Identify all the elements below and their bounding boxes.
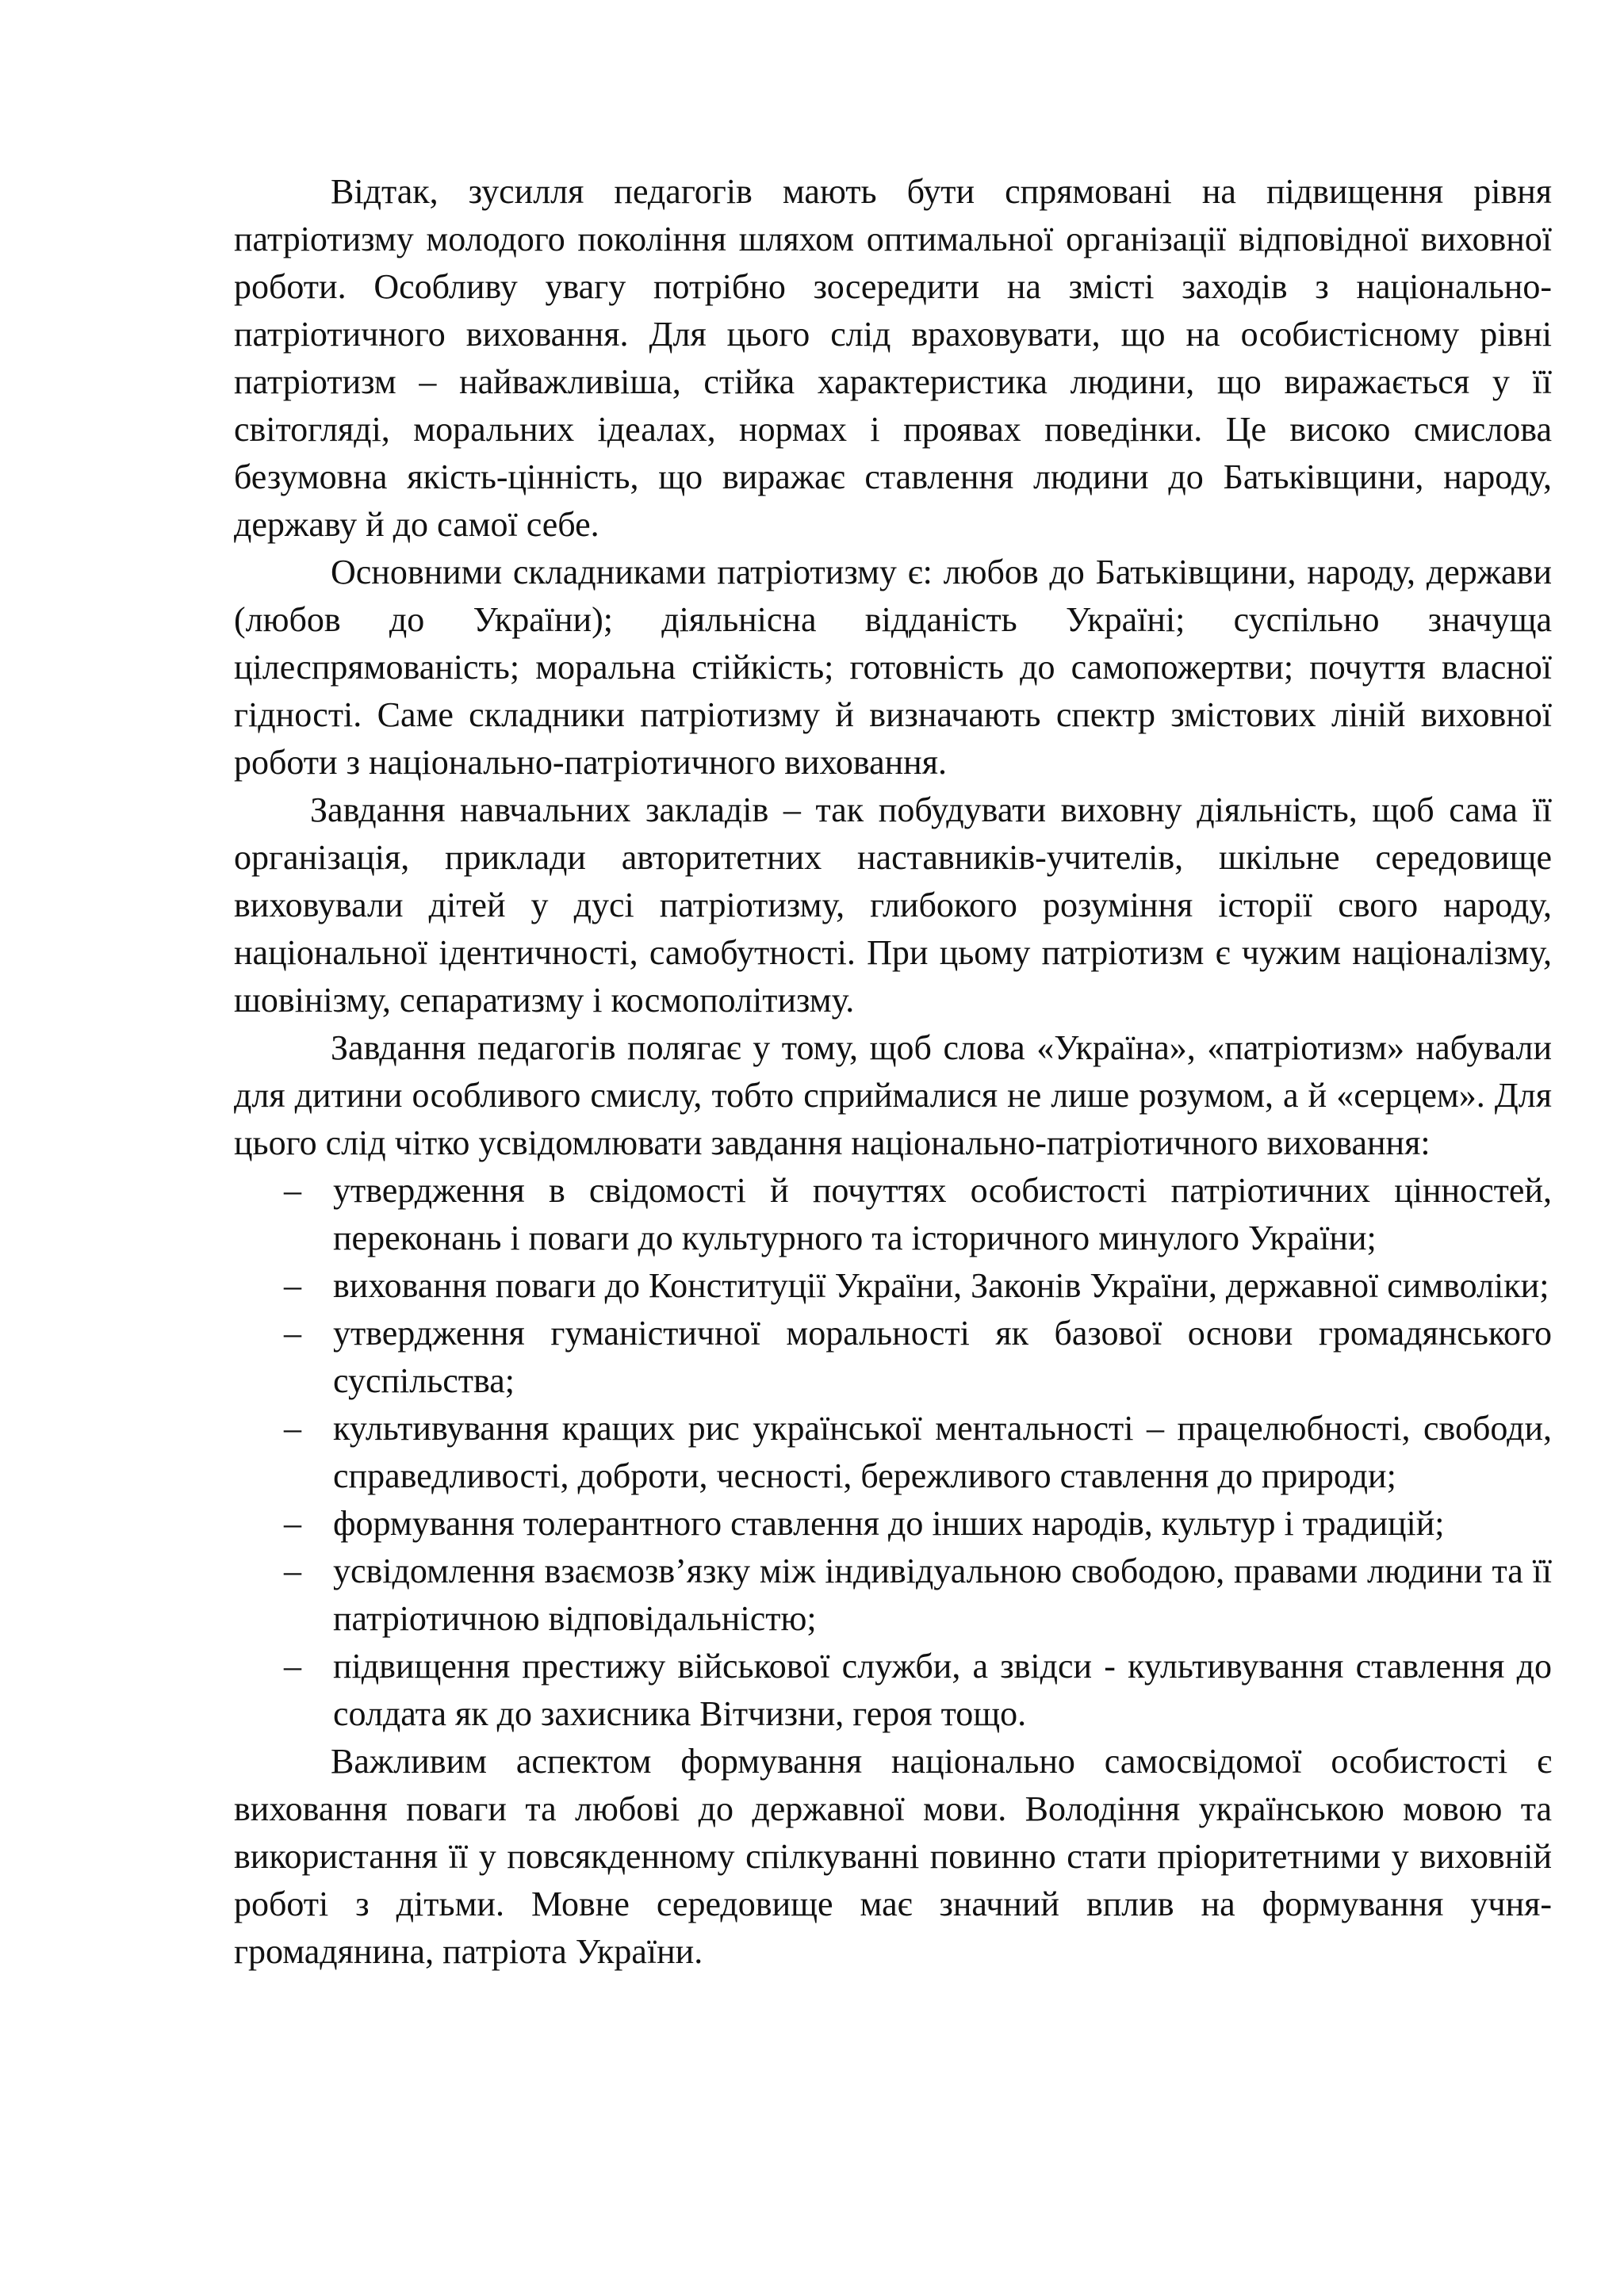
list-item-text: підвищення престижу військової служби, а звідси - культивування ставлення до солдата як до захисника Вітчизни, героя тощо. bbox=[333, 1647, 1552, 1733]
list-item-text: утвердження в свідомості й почуттях особистості патріотичних цінностей, переконань і поваги до культурного та історичного минулого України; bbox=[333, 1171, 1552, 1257]
paragraph-state-language: Важливим аспектом формування національно самосвідомої особистості є виховання поваги та любові до державної мови. Володіння українською мовою та використання її у повсякденному спілкуванні повинно стати пріоритетними у виховній роботі з дітьми. Мовне середовище має значний вплив на формування учня-громадянина, патріота України. bbox=[234, 1742, 1552, 1971]
list-item bbox=[234, 1167, 1552, 1262]
list-item bbox=[234, 1548, 1552, 1643]
paragraph-components-of-patriotism: Основними складниками патріотизму є: любов до Батьківщини, народу, держави (любов до України); діяльнісна відданість Україні; суспільно значуща цілеспрямованість; моральна стійкість; готовність до самопожертви; почуття власної гідності. Саме складники патріотизму й визначають спектр змістових ліній виховної роботи з національно-патріотичного виховання. bbox=[234, 553, 1552, 782]
paragraph-tasks-of-institutions: Завдання навчальних закладів – так побудувати виховну діяльність, щоб сама її організація, приклади авторитетних наставників-учителів, шкільне середовище виховували дітей у дусі патріотизму, глибокого розуміння історії свого народу, національної ідентичності, самобутності. При цьому патріотизм є чужим націоналізму, шовінізму, сепаратизму і космополітизму. bbox=[234, 790, 1552, 1020]
dash-marker: – bbox=[284, 1266, 301, 1305]
list-item-text: виховання поваги до Конституції України, Законів України, державної символіки; bbox=[333, 1266, 1549, 1305]
list-item-text: культивування кращих рис української ментальності – працелюбності, свободи, справедливості, доброти, чесності, бережливого ставлення до природи; bbox=[333, 1409, 1552, 1495]
list-item bbox=[234, 1500, 1552, 1548]
list-item-text: утвердження гуманістичної моральності як базової основи громадянського суспільства; bbox=[333, 1314, 1552, 1400]
list-item bbox=[234, 1405, 1552, 1500]
list-item bbox=[234, 1643, 1552, 1738]
paragraph-tasks-of-teachers: Завдання педагогів полягає у тому, щоб слова «Україна», «патріотизм» набували для дитини особливого смислу, тобто сприймалися не лише розумом, а й «серцем». Для цього слід чітко усвідомлювати завдання національно-патріотичного виховання: bbox=[234, 1028, 1552, 1162]
dash-marker: – bbox=[284, 1314, 301, 1353]
dash-marker: – bbox=[284, 1647, 301, 1686]
dash-marker: – bbox=[284, 1504, 301, 1543]
education-tasks-list bbox=[234, 1167, 1552, 1738]
dash-marker: – bbox=[284, 1552, 301, 1590]
list-item-text: усвідомлення взаємозв’язку між індивідуальною свободою, правами людини та її патріотичною відповідальністю; bbox=[333, 1552, 1552, 1638]
paragraph-efforts-of-teachers: Відтак, зусилля педагогів мають бути спрямовані на підвищення рівня патріотизму молодого покоління шляхом оптимальної організації відповідної виховної роботи. Особливу увагу потрібно зосередити на змісті заходів з національно-патріотичного виховання. Для цього слід враховувати, що на особистісному рівні патріотизм – найважливіша, стійка характеристика людини, що виражається у її світогляді, моральних ідеалах, нормах і проявах поведінки. Це високо смислова безумовна якість-цінність, що виражає ставлення людини до Батьківщини, народу, державу й до самої себе. bbox=[234, 172, 1552, 544]
dash-marker: – bbox=[284, 1171, 301, 1210]
dash-marker: – bbox=[284, 1409, 301, 1448]
list-item bbox=[234, 1310, 1552, 1405]
list-item bbox=[234, 1262, 1552, 1310]
document-body bbox=[234, 168, 1552, 1976]
list-item-text: формування толерантного ставлення до інших народів, культур і традицій; bbox=[333, 1504, 1445, 1543]
